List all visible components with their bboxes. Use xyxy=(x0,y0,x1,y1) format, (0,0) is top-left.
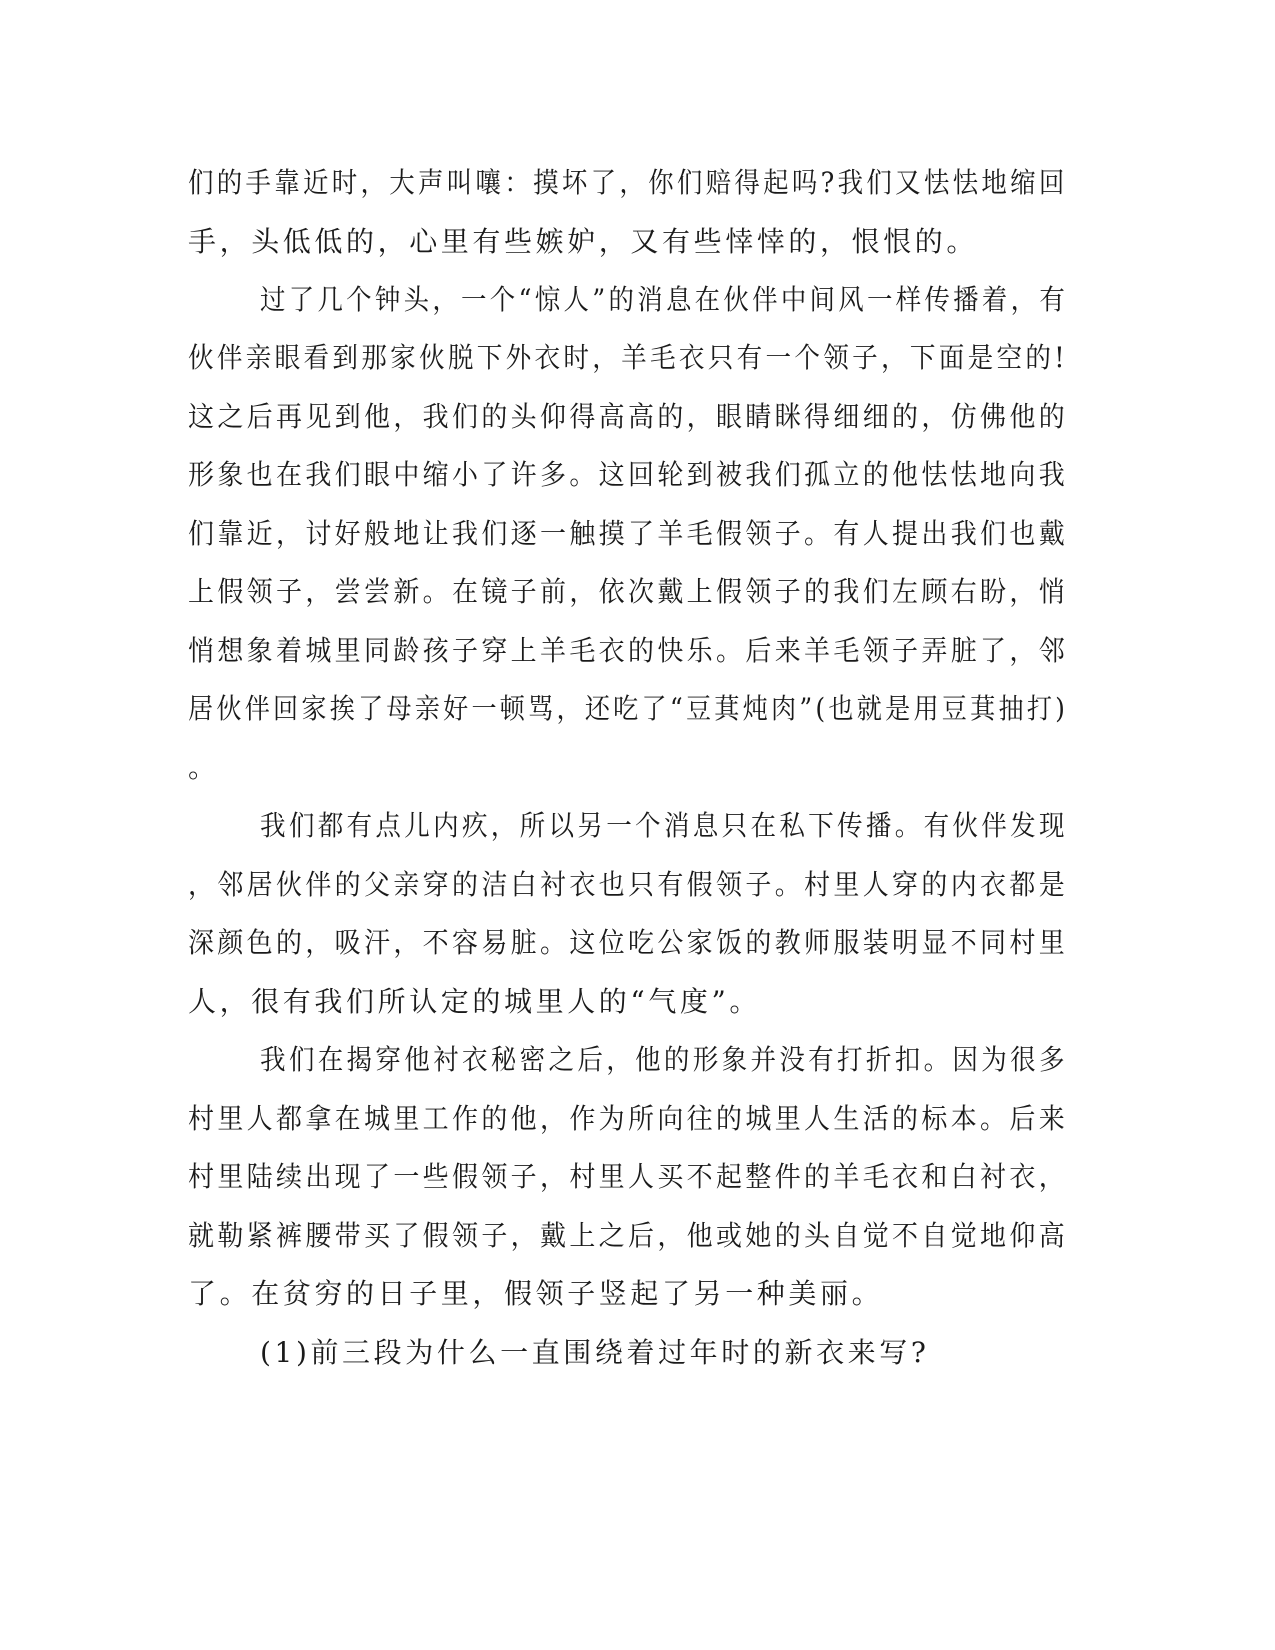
paragraph-start-line: 过了几个钟头，一个“惊人”的消息在伙伴中间风一样传播着，有 xyxy=(260,283,1069,316)
text-line: 村里陆续出现了一些假领子，村里人买不起整件的羊毛衣和白衬衣， xyxy=(188,1160,1069,1193)
question-line: (1)前三段为什么一直围绕着过年时的新衣来写? xyxy=(260,1336,930,1369)
text-line: 们靠近，讨好般地让我们逐一触摸了羊毛假领子。有人提出我们也戴 xyxy=(188,517,1069,550)
text-line: 居伙伴回家挨了母亲好一顿骂，还吃了“豆萁炖肉”(也就是用豆萁抽打) xyxy=(188,692,1069,725)
text-line: 们的手靠近时，大声叫嚷：摸坏了，你们赔得起吗?我们又怯怯地缩回 xyxy=(188,166,1068,199)
text-line: 。 xyxy=(188,751,220,784)
text-line: 了。在贫穷的日子里，假领子竖起了另一种美丽。 xyxy=(188,1277,884,1310)
text-line: 伙伴亲眼看到那家伙脱下外衣时，羊毛衣只有一个领子，下面是空的! xyxy=(188,341,1068,374)
text-line: 深颜色的，吸汗，不容易脏。这位吃公家饭的教师服装明显不同村里 xyxy=(188,926,1069,959)
text-line: 村里人都拿在城里工作的他，作为所向往的城里人生活的标本。后来 xyxy=(188,1102,1069,1135)
text-line: 就勒紧裤腰带买了假领子，戴上之后，他或她的头自觉不自觉地仰高 xyxy=(188,1219,1069,1252)
text-line: 形象也在我们眼中缩小了许多。这回轮到被我们孤立的他怯怯地向我 xyxy=(188,458,1069,491)
text-line: ，邻居伙伴的父亲穿的洁白衬衣也只有假领子。村里人穿的内衣都是 xyxy=(188,868,1069,901)
text-line: 悄想象着城里同龄孩子穿上羊毛衣的快乐。后来羊毛领子弄脏了，邻 xyxy=(188,634,1069,667)
text-line: 人，很有我们所认定的城里人的“气度”。 xyxy=(188,985,762,1018)
paragraph-start-line: 我们在揭穿他衬衣秘密之后，他的形象并没有打折扣。因为很多 xyxy=(260,1043,1068,1076)
paragraph-start-line: 我们都有点儿内疚，所以另一个消息只在私下传播。有伙伴发现 xyxy=(260,809,1068,842)
text-line: 上假领子，尝尝新。在镜子前，依次戴上假领子的我们左顾右盼，悄 xyxy=(188,575,1069,608)
text-line: 手，头低低的，心里有些嫉妒，又有些悻悻的，恨恨的。 xyxy=(188,225,979,258)
text-line: 这之后再见到他，我们的头仰得高高的，眼睛眯得细细的，仿佛他的 xyxy=(188,400,1069,433)
